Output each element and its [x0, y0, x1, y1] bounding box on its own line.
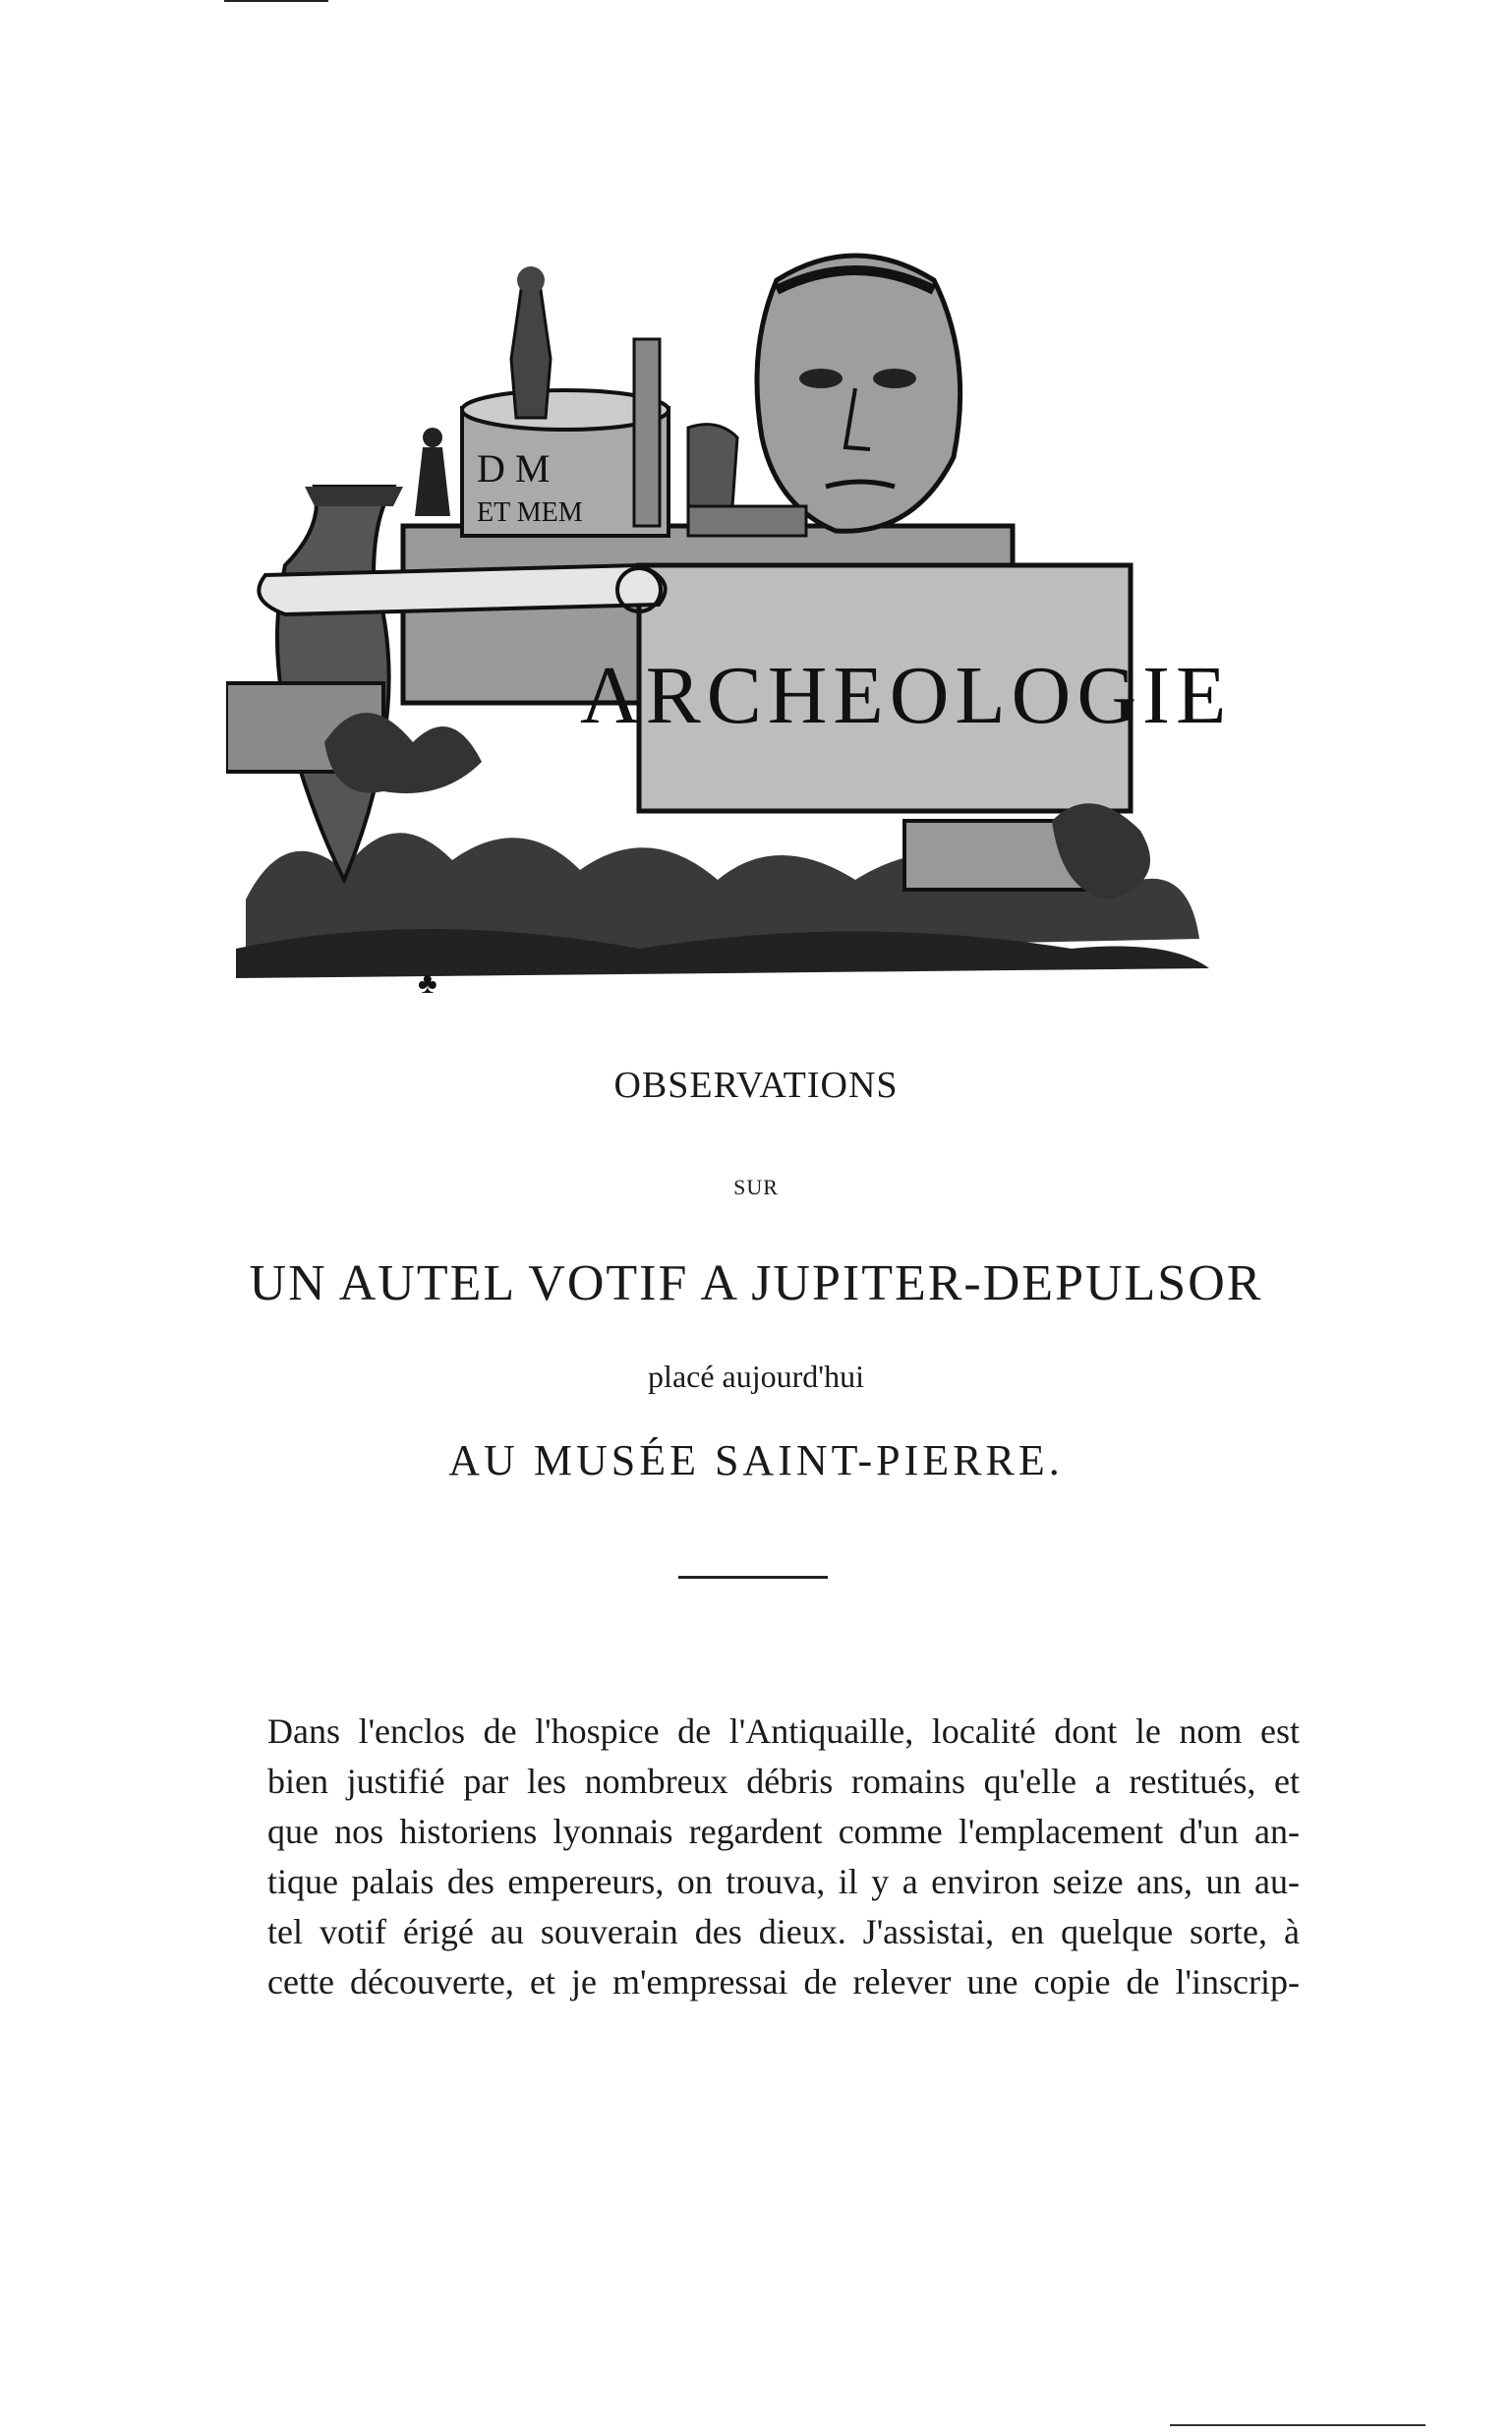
top-rule — [224, 0, 328, 2]
sur-heading: SUR — [733, 1175, 779, 1199]
paragraph-line: tel votif érigé au souverain des dieux. J'assistai, en quelque sorte, à — [267, 1912, 1300, 1951]
stone-text-2: ET MEM — [477, 497, 583, 528]
archeologie-vignette-illustration — [226, 192, 1239, 1008]
svg-text:♣: ♣ — [418, 967, 437, 1000]
paragraph-line: bien justifié par les nombreux débris romains qu'elle a restitués, et — [267, 1762, 1300, 1801]
main-title: UN AUTEL VOTIF A JUPITER-DEPULSOR — [249, 1255, 1263, 1311]
paragraph-line: tique palais des empereurs, on trouva, il y a environ seize ans, un au- — [267, 1862, 1300, 1901]
observations-heading: OBSERVATIONS — [613, 1065, 899, 1106]
archeologie-inscription: ARCHEOLOGIE — [580, 650, 1233, 741]
stone-text-1: D M — [477, 446, 551, 491]
paragraph-line: Dans l'enclos de l'hospice de l'Antiquaille, localité dont le nom est — [267, 1711, 1300, 1751]
musee-heading: AU MUSÉE SAINT-PIERRE. — [448, 1436, 1064, 1484]
bottom-rule — [1170, 2424, 1425, 2426]
place-subtitle: placé aujourd'hui — [648, 1359, 864, 1394]
body-paragraph — [267, 1707, 1300, 2007]
paragraph-line: que nos historiens lyonnais regardent comme l'emplacement d'un an- — [267, 1812, 1300, 1851]
separator-rule — [678, 1576, 828, 1579]
paragraph-line: cette découverte, et je m'empressai de relever une copie de l'inscrip- — [267, 1962, 1300, 2001]
